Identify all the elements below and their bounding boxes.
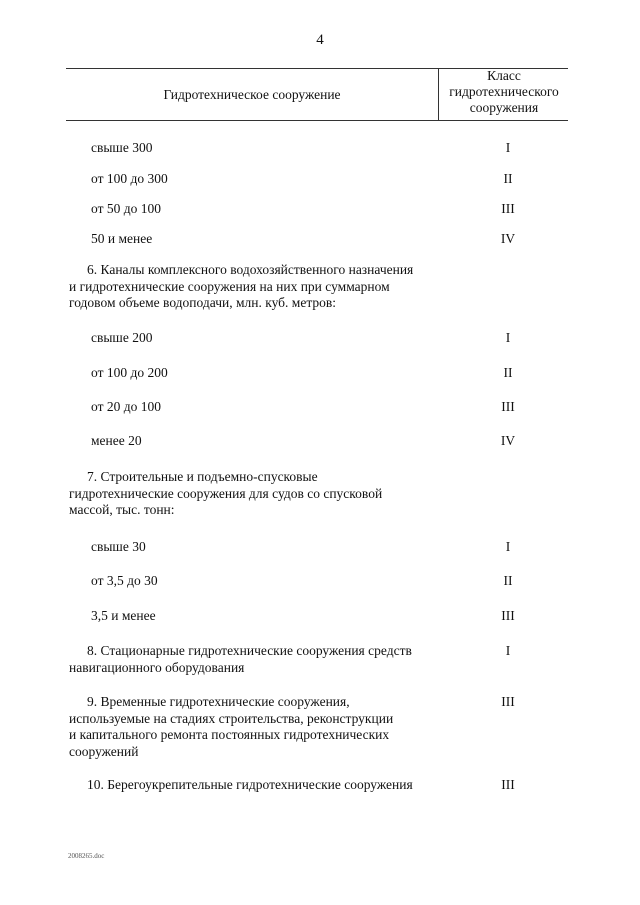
row-class: II bbox=[503, 365, 513, 380]
section-heading-line: сооружений bbox=[69, 743, 139, 759]
header-structure-column: Гидротехническое сооружение bbox=[163, 87, 341, 102]
section-heading-line: 7. Строительные и подъемно-спусковые bbox=[87, 469, 318, 484]
section-heading-line: 8. Стационарные гидротехнические сооружения средств bbox=[87, 643, 412, 658]
row-class: I bbox=[505, 330, 511, 345]
row-class: I bbox=[505, 539, 511, 554]
row-label: свыше 300 bbox=[91, 140, 153, 155]
section-heading-line: навигационного оборудования bbox=[69, 659, 245, 675]
section-heading-line: и гидротехнические сооружения на них при суммарном bbox=[69, 278, 390, 294]
section-heading-line: массой, тыс. тонн: bbox=[69, 502, 175, 517]
row-class: II bbox=[503, 171, 513, 186]
row-label: 3,5 и менее bbox=[91, 608, 156, 623]
section-heading bbox=[69, 262, 413, 312]
section-heading bbox=[69, 694, 393, 760]
row-class: I bbox=[505, 643, 511, 658]
row-label: менее 20 bbox=[91, 433, 142, 448]
table-header-bottom-rule bbox=[66, 120, 568, 121]
section-heading-line: 9. Временные гидротехнические сооружения, bbox=[87, 694, 350, 709]
row-label: от 50 до 100 bbox=[91, 201, 161, 216]
header-class-column bbox=[440, 68, 568, 116]
document-filename: 2008265.doc bbox=[68, 852, 105, 860]
section-heading-line: и капитального ремонта постоянных гидротехнических bbox=[69, 727, 390, 742]
section-heading bbox=[69, 643, 412, 676]
section-heading-line: гидротехнические сооружения для судов со спусковой bbox=[69, 485, 383, 501]
section-heading-line: 10. Берегоукрепительные гидротехнические сооружения bbox=[87, 777, 413, 792]
row-label: свыше 200 bbox=[91, 330, 153, 345]
section-heading-line: 6. Каналы комплексного водохозяйственного назначения bbox=[87, 262, 414, 277]
row-class: III bbox=[501, 399, 515, 414]
section-heading-line: используемые на стадиях строительства, реконструкции bbox=[69, 710, 394, 726]
row-class: III bbox=[501, 694, 515, 709]
header-class-line: сооружения bbox=[469, 100, 539, 115]
row-label: 50 и менее bbox=[91, 231, 153, 246]
section-heading bbox=[69, 469, 382, 519]
page-number: 4 bbox=[316, 32, 324, 48]
row-label: от 3,5 до 30 bbox=[91, 573, 158, 588]
section-heading-line: годовом объеме водоподачи, млн. куб. метров: bbox=[69, 295, 337, 310]
row-class: IV bbox=[500, 231, 516, 246]
row-class: III bbox=[501, 201, 515, 216]
row-label: от 100 до 300 bbox=[91, 171, 168, 186]
table-header-divider bbox=[438, 68, 439, 120]
row-class: II bbox=[503, 573, 513, 588]
row-label: свыше 30 bbox=[91, 539, 146, 554]
row-class: I bbox=[505, 140, 511, 155]
header-class-line: Класс bbox=[487, 68, 521, 83]
section-heading bbox=[69, 777, 413, 794]
row-class: III bbox=[501, 777, 515, 792]
row-class: IV bbox=[500, 433, 516, 448]
row-class: III bbox=[501, 608, 515, 623]
row-label: от 20 до 100 bbox=[91, 399, 161, 414]
row-label: от 100 до 200 bbox=[91, 365, 168, 380]
header-class-line: гидротехнического bbox=[449, 84, 559, 99]
